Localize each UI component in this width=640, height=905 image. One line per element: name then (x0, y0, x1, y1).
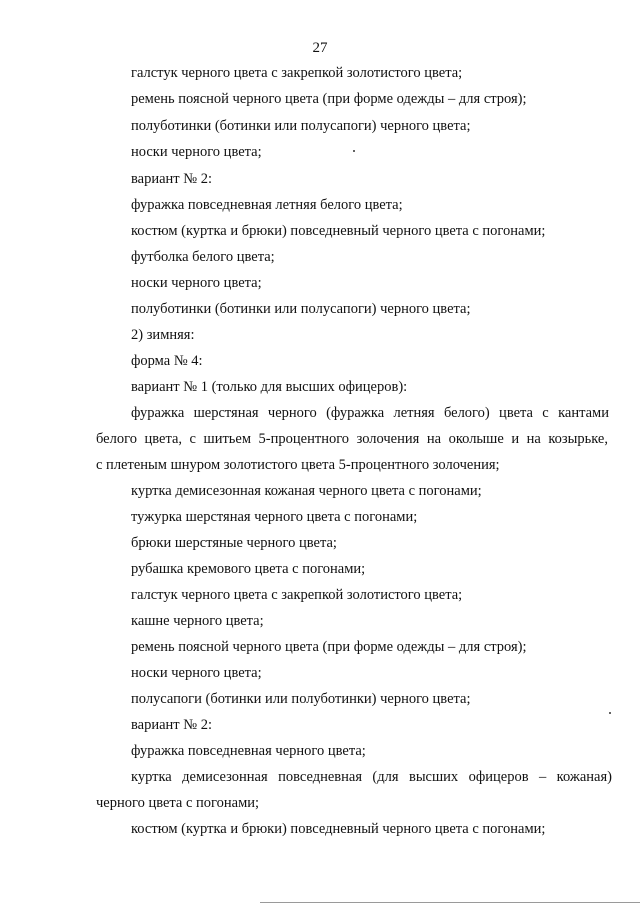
text-line: с плетеным шнуром золотистого цвета 5-процентного золочения; (96, 457, 500, 473)
text-line: вариант № 1 (только для высших офицеров): (131, 379, 408, 395)
text-line: кашне черного цвета; (131, 613, 264, 629)
text-line: 2) зимняя: (131, 327, 195, 343)
text-line: фуражка повседневная черного цвета; (131, 743, 366, 759)
text-line: носки черного цвета; (131, 144, 262, 160)
text-line: брюки шерстяные черного цвета; (131, 535, 337, 551)
text-line: черного цвета с погонами; (96, 795, 260, 811)
page-number: 27 (312, 40, 328, 56)
text-line: ремень поясной черного цвета (при форме одежды – для строя); (131, 639, 527, 655)
text-line: куртка демисезонная повседневная (для высших офицеров – кожаная) (131, 769, 612, 785)
text-line: костюм (куртка и брюки) повседневный черного цвета с погонами; (131, 223, 546, 239)
scan-speck (609, 712, 611, 714)
text-line: ремень поясной черного цвета (при форме одежды – для строя); (131, 91, 527, 107)
text-line: форма № 4: (131, 353, 203, 369)
text-line: носки черного цвета; (131, 665, 262, 681)
text-line: куртка демисезонная кожаная черного цвета с погонами; (131, 483, 482, 499)
text-line: тужурка шерстяная черного цвета с погонами; (131, 509, 418, 525)
text-line: галстук черного цвета с закрепкой золотистого цвета; (131, 587, 463, 603)
text-line: носки черного цвета; (131, 275, 262, 291)
text-line: полуботинки (ботинки или полусапоги) черного цвета; (131, 118, 471, 134)
text-line: белого цвета, с шитьем 5-процентного золочения на околыше и на козырьке, (96, 431, 608, 447)
text-line: полусапоги (ботинки или полуботинки) черного цвета; (131, 691, 471, 707)
text-line: рубашка кремового цвета с погонами; (131, 561, 366, 577)
text-line: футболка белого цвета; (131, 249, 275, 265)
text-line: полуботинки (ботинки или полусапоги) черного цвета; (131, 301, 471, 317)
text-line: фуражка повседневная летняя белого цвета; (131, 197, 403, 213)
text-line: галстук черного цвета с закрепкой золотистого цвета; (131, 65, 463, 81)
text-line: вариант № 2: (131, 717, 212, 733)
scan-speck (353, 150, 355, 152)
text-line: костюм (куртка и брюки) повседневный черного цвета с погонами; (131, 821, 546, 837)
text-line: вариант № 2: (131, 171, 212, 187)
text-line: фуражка шерстяная черного (фуражка летняя белого) цвета с кантами (131, 405, 609, 421)
scan-edge-line (260, 902, 640, 903)
